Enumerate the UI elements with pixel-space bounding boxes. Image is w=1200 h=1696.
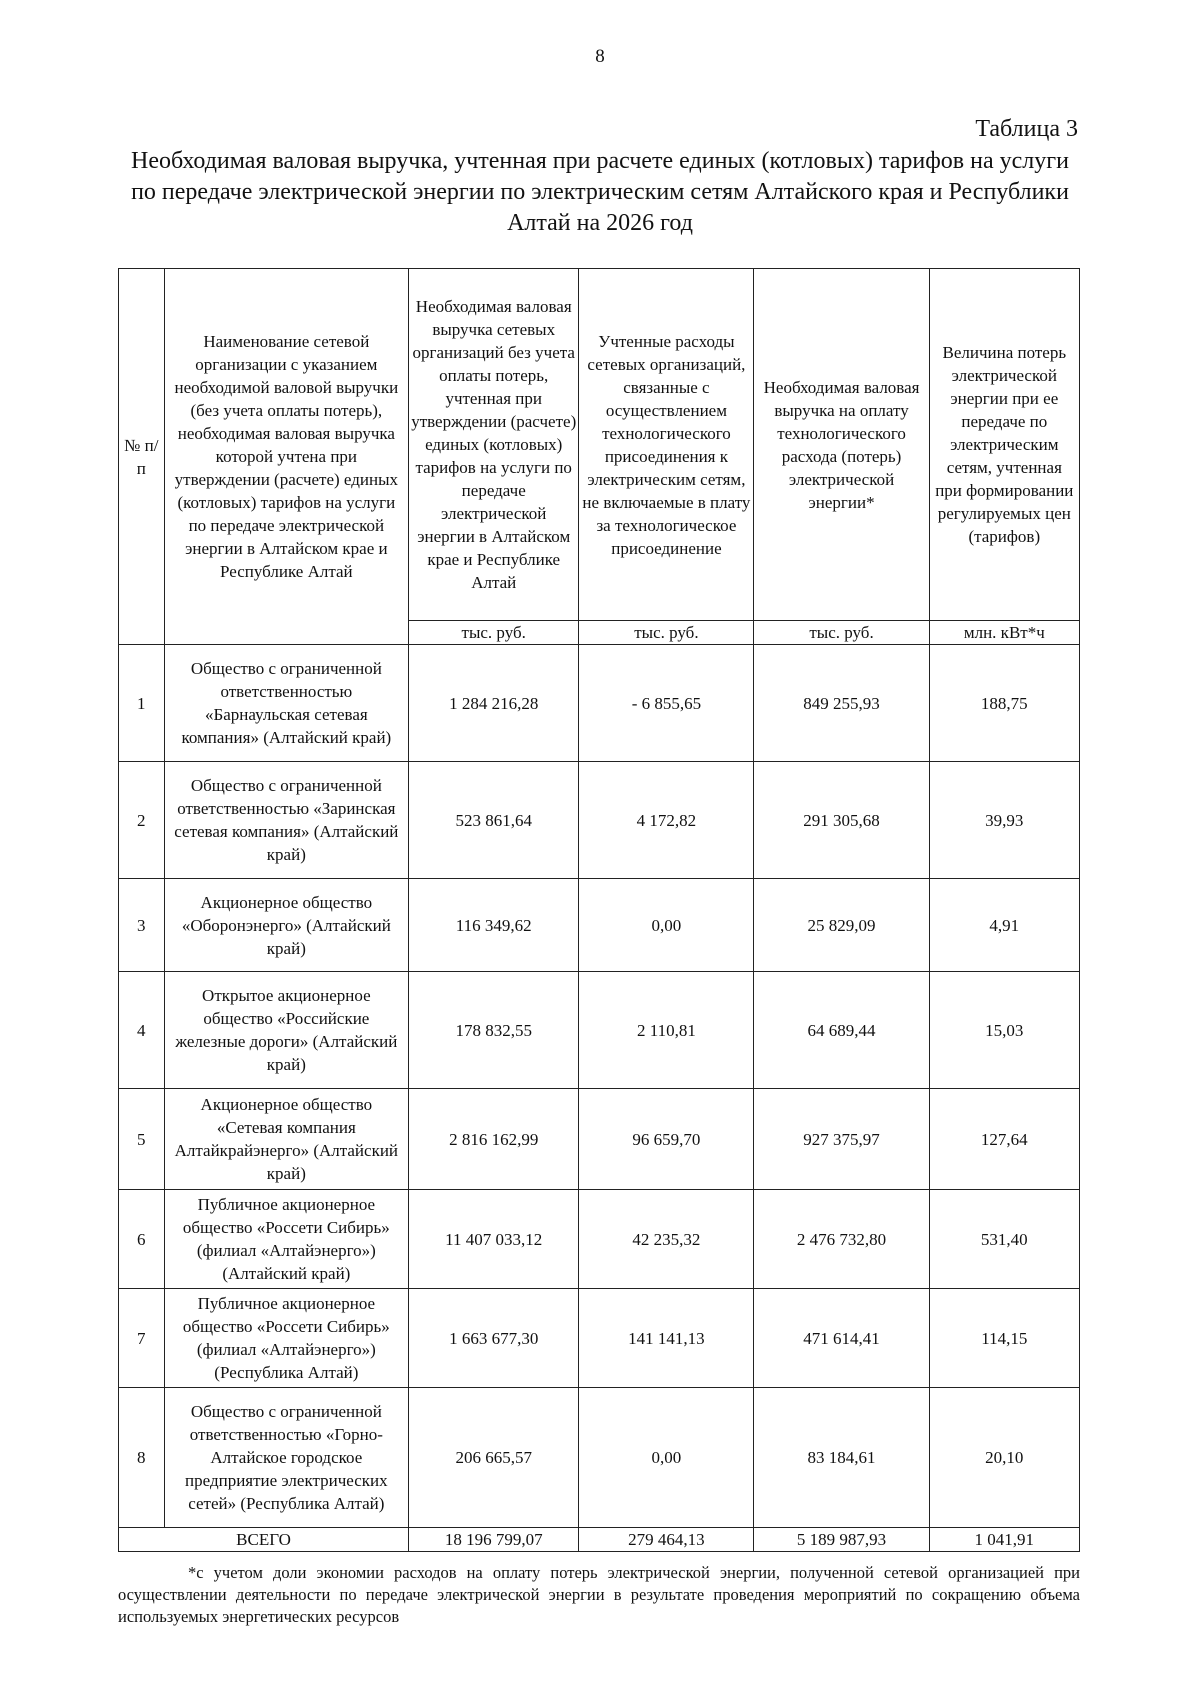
row-org-name: Общество с ограниченной ответственностью «Барнаульская сетевая компания» (Алтайский край) [164,645,408,762]
header-expenses: Учтенные расходы сетевых организаций, связанные с осуществлением технологического присоединения к электрическим сетям, не включаемые в плату за технологическое присоединение [579,269,754,621]
row-losses-volume: 20,10 [929,1388,1079,1528]
table-row [119,1289,1080,1388]
total-label: ВСЕГО [119,1528,409,1552]
table-row [119,1089,1080,1190]
total-nvv: 18 196 799,07 [409,1528,579,1552]
row-losses-volume: 4,91 [929,879,1079,972]
row-num: 3 [119,879,165,972]
row-nvv: 178 832,55 [409,972,579,1089]
tariff-table [118,268,1080,1552]
row-org-name: Публичное акционерное общество «Россети Сибирь» (филиал «Алтайэнерго») (Алтайский край) [164,1190,408,1289]
unit-losses-payment: тыс. руб. [754,621,929,645]
unit-nvv: тыс. руб. [409,621,579,645]
row-losses-payment: 471 614,41 [754,1289,929,1388]
row-losses-payment: 83 184,61 [754,1388,929,1528]
row-expenses: 141 141,13 [579,1289,754,1388]
row-losses-volume: 15,03 [929,972,1079,1089]
row-losses-payment: 2 476 732,80 [754,1190,929,1289]
document-title: Необходимая валовая выручка, учтенная при расчете единых (котловых) тарифов на услуги по передаче электрической энергии по электрическим сетям Алтайского края и Республики Алтай на 2026 год [131,148,1069,236]
row-expenses: 0,00 [579,1388,754,1528]
row-losses-volume: 114,15 [929,1289,1079,1388]
row-losses-volume: 127,64 [929,1089,1079,1190]
row-expenses: 42 235,32 [579,1190,754,1289]
table-label: Таблица 3 [975,116,1078,142]
row-expenses: - 6 855,65 [579,645,754,762]
row-num: 7 [119,1289,165,1388]
row-nvv: 11 407 033,12 [409,1190,579,1289]
header-name: Наименование сетевой организации с указанием необходимой валовой выручки (без учета оплаты потерь), необходимая валовая выручка которой учтена при утверждении (расчете) единых (котловых) тарифов на услуги по передаче электрической энергии в Алтайском крае и Республике Алтай [164,269,408,645]
row-nvv: 2 816 162,99 [409,1089,579,1190]
table-row [119,1190,1080,1289]
row-losses-payment: 64 689,44 [754,972,929,1089]
header-losses-volume: Величина потерь электрической энергии при ее передаче по электрическим сетям, учтенная при формировании регулируемых цен (тарифов) [929,269,1079,621]
row-losses-payment: 927 375,97 [754,1089,929,1190]
header-nvv: Необходимая валовая выручка сетевых организаций без учета оплаты потерь, учтенная при утверждении (расчете) единых (котловых) тарифов на услуги по передаче электрической энергии в Алтайском крае и Республике Алтай [409,269,579,621]
row-num: 6 [119,1190,165,1289]
table-row [119,879,1080,972]
row-num: 2 [119,762,165,879]
row-expenses: 2 110,81 [579,972,754,1089]
row-expenses: 96 659,70 [579,1089,754,1190]
row-losses-payment: 291 305,68 [754,762,929,879]
table-row [119,1388,1080,1528]
row-nvv: 523 861,64 [409,762,579,879]
row-expenses: 4 172,82 [579,762,754,879]
footnote-text: *с учетом доли экономии расходов на оплату потерь электрической энергии, полученной сетевой организацией при осуществлении деятельности по передаче электрической энергии в результате проведения мероприятий по сокращению объема используемых энергетических ресурсов [118,1563,1080,1626]
row-num: 4 [119,972,165,1089]
row-org-name: Общество с ограниченной ответственностью «Заринская сетевая компания» (Алтайский край) [164,762,408,879]
row-expenses: 0,00 [579,879,754,972]
unit-expenses: тыс. руб. [579,621,754,645]
row-num: 5 [119,1089,165,1190]
total-row [119,1528,1080,1552]
row-losses-volume: 531,40 [929,1190,1079,1289]
table-body [119,645,1080,1552]
row-org-name: Акционерное общество «Оборонэнерго» (Алтайский край) [164,879,408,972]
header-num: № п/п [119,269,165,645]
row-org-name: Общество с ограниченной ответственностью «Горно-Алтайское городское предприятие электрических сетей» (Республика Алтай) [164,1388,408,1528]
unit-losses-volume: млн. кВт*ч [929,621,1079,645]
row-num: 1 [119,645,165,762]
row-nvv: 1 663 677,30 [409,1289,579,1388]
header-losses-payment: Необходимая валовая выручка на оплату технологического расхода (потерь) электрической энергии* [754,269,929,621]
row-num: 8 [119,1388,165,1528]
table-row [119,762,1080,879]
row-losses-volume: 39,93 [929,762,1079,879]
total-losses-volume: 1 041,91 [929,1528,1079,1552]
row-nvv: 206 665,57 [409,1388,579,1528]
row-losses-payment: 849 255,93 [754,645,929,762]
footnote [118,1562,1080,1628]
row-losses-volume: 188,75 [929,645,1079,762]
table-row [119,645,1080,762]
row-org-name: Акционерное общество «Сетевая компания Алтайкрайэнерго» (Алтайский край) [164,1089,408,1190]
row-org-name: Открытое акционерное общество «Российские железные дороги» (Алтайский край) [164,972,408,1089]
row-nvv: 116 349,62 [409,879,579,972]
table-row [119,972,1080,1089]
page-number: 8 [595,46,605,67]
row-org-name: Публичное акционерное общество «Россети Сибирь» (филиал «Алтайэнерго») (Республика Алтай) [164,1289,408,1388]
total-losses-payment: 5 189 987,93 [754,1528,929,1552]
row-nvv: 1 284 216,28 [409,645,579,762]
table-header [119,269,1080,645]
row-losses-payment: 25 829,09 [754,879,929,972]
total-expenses: 279 464,13 [579,1528,754,1552]
